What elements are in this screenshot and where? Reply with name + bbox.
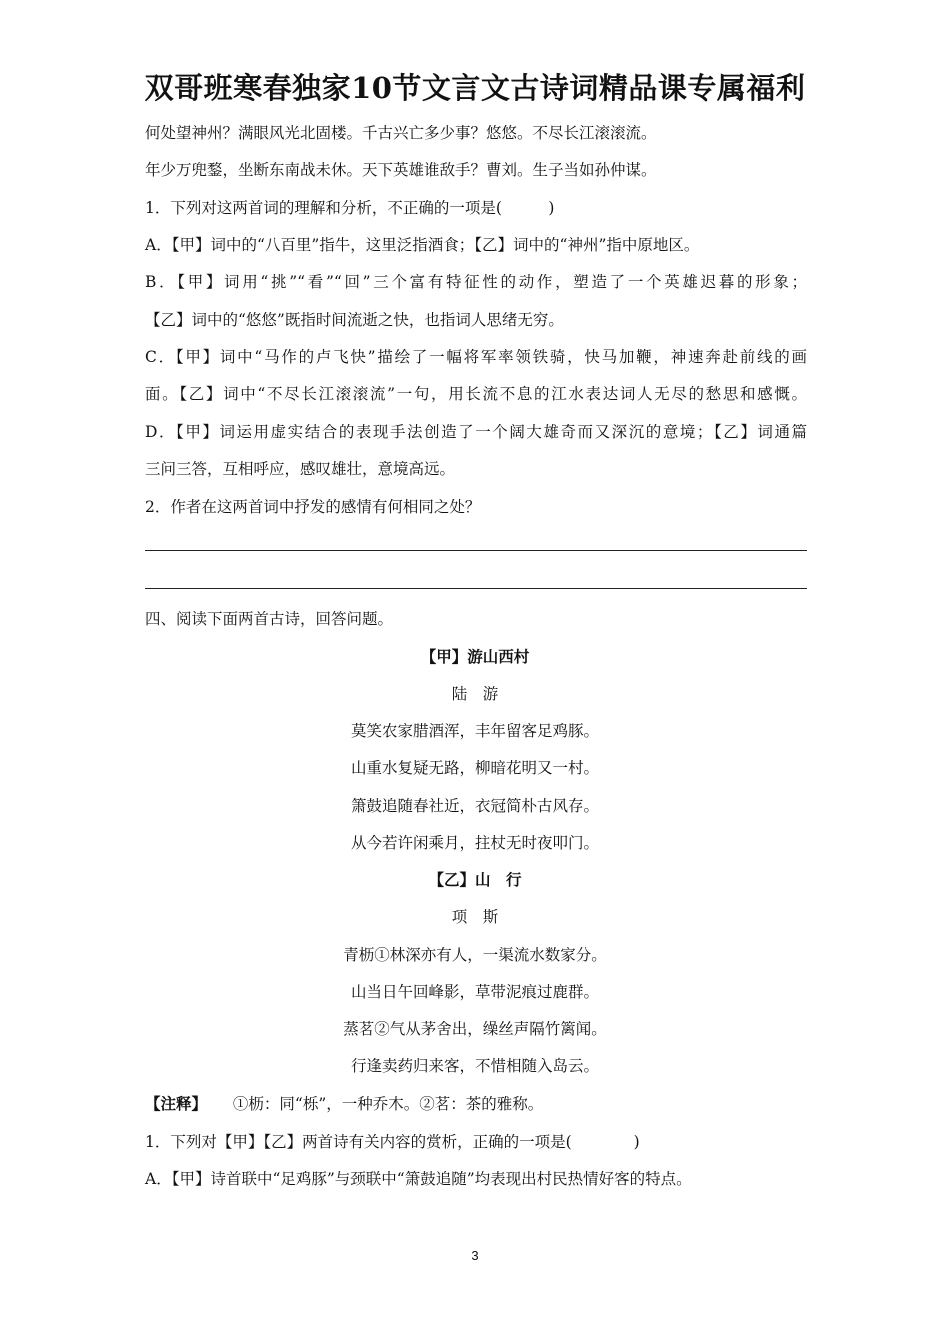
notes-label: 【注释】 xyxy=(145,1095,208,1113)
option-d-line2: 三问三答，互相呼应，感叹雄壮，意境高远。 xyxy=(145,460,456,478)
answer-line xyxy=(145,550,807,551)
answer-line xyxy=(145,588,807,589)
option-b-line1: B．【甲】词用“挑”“看”“回”三个富有特征性的动作，塑造了一个英雄迟暮的形象； xyxy=(145,273,807,291)
poem-b-line: 山当日午回峰影，草带泥痕过鹿群。 xyxy=(350,983,599,1001)
poem-b-author: 项 斯 xyxy=(451,908,499,926)
poem-a-line: 莫笑农家腊酒浑，丰年留客足鸡豚。 xyxy=(350,722,599,740)
poem-a-line: 山重水复疑无路，柳暗花明又一村。 xyxy=(350,759,599,777)
poem-b-title: 【乙】山 行 xyxy=(428,871,522,889)
section-4-question-1-stem: 1．下列对【甲】【乙】两首诗有关内容的赏析，正确的一项是( ) xyxy=(145,1133,640,1151)
poem-a-line: 从今若许闲乘月，拄杖无时夜叩门。 xyxy=(350,834,599,852)
poem-b-line: 青枥①林深亦有人，一渠流水数家分。 xyxy=(343,946,607,964)
poem-b-line: 行逢卖药归来客，不惜相随入岛云。 xyxy=(350,1057,599,1075)
poem-line: 年少万兜鍪，坐断东南战未休。天下英雄谁敌手？曹刘。生子当如孙仲谋。 xyxy=(145,161,657,179)
option-d-line1: D．【甲】词运用虚实结合的表现手法创造了一个阔大雄奇而又深沉的意境；【乙】词通篇 xyxy=(145,423,807,441)
option-a: A．【甲】词中的“八百里”指牛，这里泛指酒食；【乙】词中的“神州”指中原地区。 xyxy=(145,236,700,254)
option-b-line2: 【乙】词中的“悠悠”既指时间流逝之快，也指词人思绪无穷。 xyxy=(145,311,564,329)
option-c-line1: C．【甲】词中“马作的卢飞快”描绘了一幅将军率领铁骑，快马加鞭，神速奔赴前线的画 xyxy=(145,348,807,366)
question-1-stem: 1．下列对这两首词的理解和分析，不正确的一项是( ) xyxy=(145,199,555,217)
section-4-option-a: A．【甲】诗首联中“足鸡豚”与颈联中“箫鼓追随”均表现出村民热情好客的特点。 xyxy=(145,1170,692,1188)
poem-a-line: 箫鼓追随春社近，衣冠简朴古风存。 xyxy=(350,797,599,815)
section-4-heading: 四、阅读下面两首古诗，回答问题。 xyxy=(145,610,394,628)
page-number: 3 xyxy=(471,1248,479,1263)
notes xyxy=(145,1094,543,1114)
page-title: 双哥班寒春独家10节文言文古诗词精品课专属福利 xyxy=(144,71,806,105)
poem-a-author: 陆 游 xyxy=(451,685,499,703)
poem-line: 何处望神州？满眼风光北固楼。千古兴亡多少事？悠悠。不尽长江滚滚流。 xyxy=(145,124,657,142)
question-2-stem: 2．作者在这两首词中抒发的感情有何相同之处？ xyxy=(145,498,481,516)
poem-b-line: 蒸茗②气从茅舍出，缲丝声隔竹篱闻。 xyxy=(343,1020,607,1038)
notes-text: ①枥：同“栎”，一种乔木。②茗：茶的雅称。 xyxy=(232,1095,544,1113)
option-c-line2: 面。【乙】词中“不尽长江滚滚流”一句，用长流不息的江水表达词人无尽的愁思和感慨。 xyxy=(145,385,807,403)
poem-a-title: 【甲】游山西村 xyxy=(420,648,530,666)
